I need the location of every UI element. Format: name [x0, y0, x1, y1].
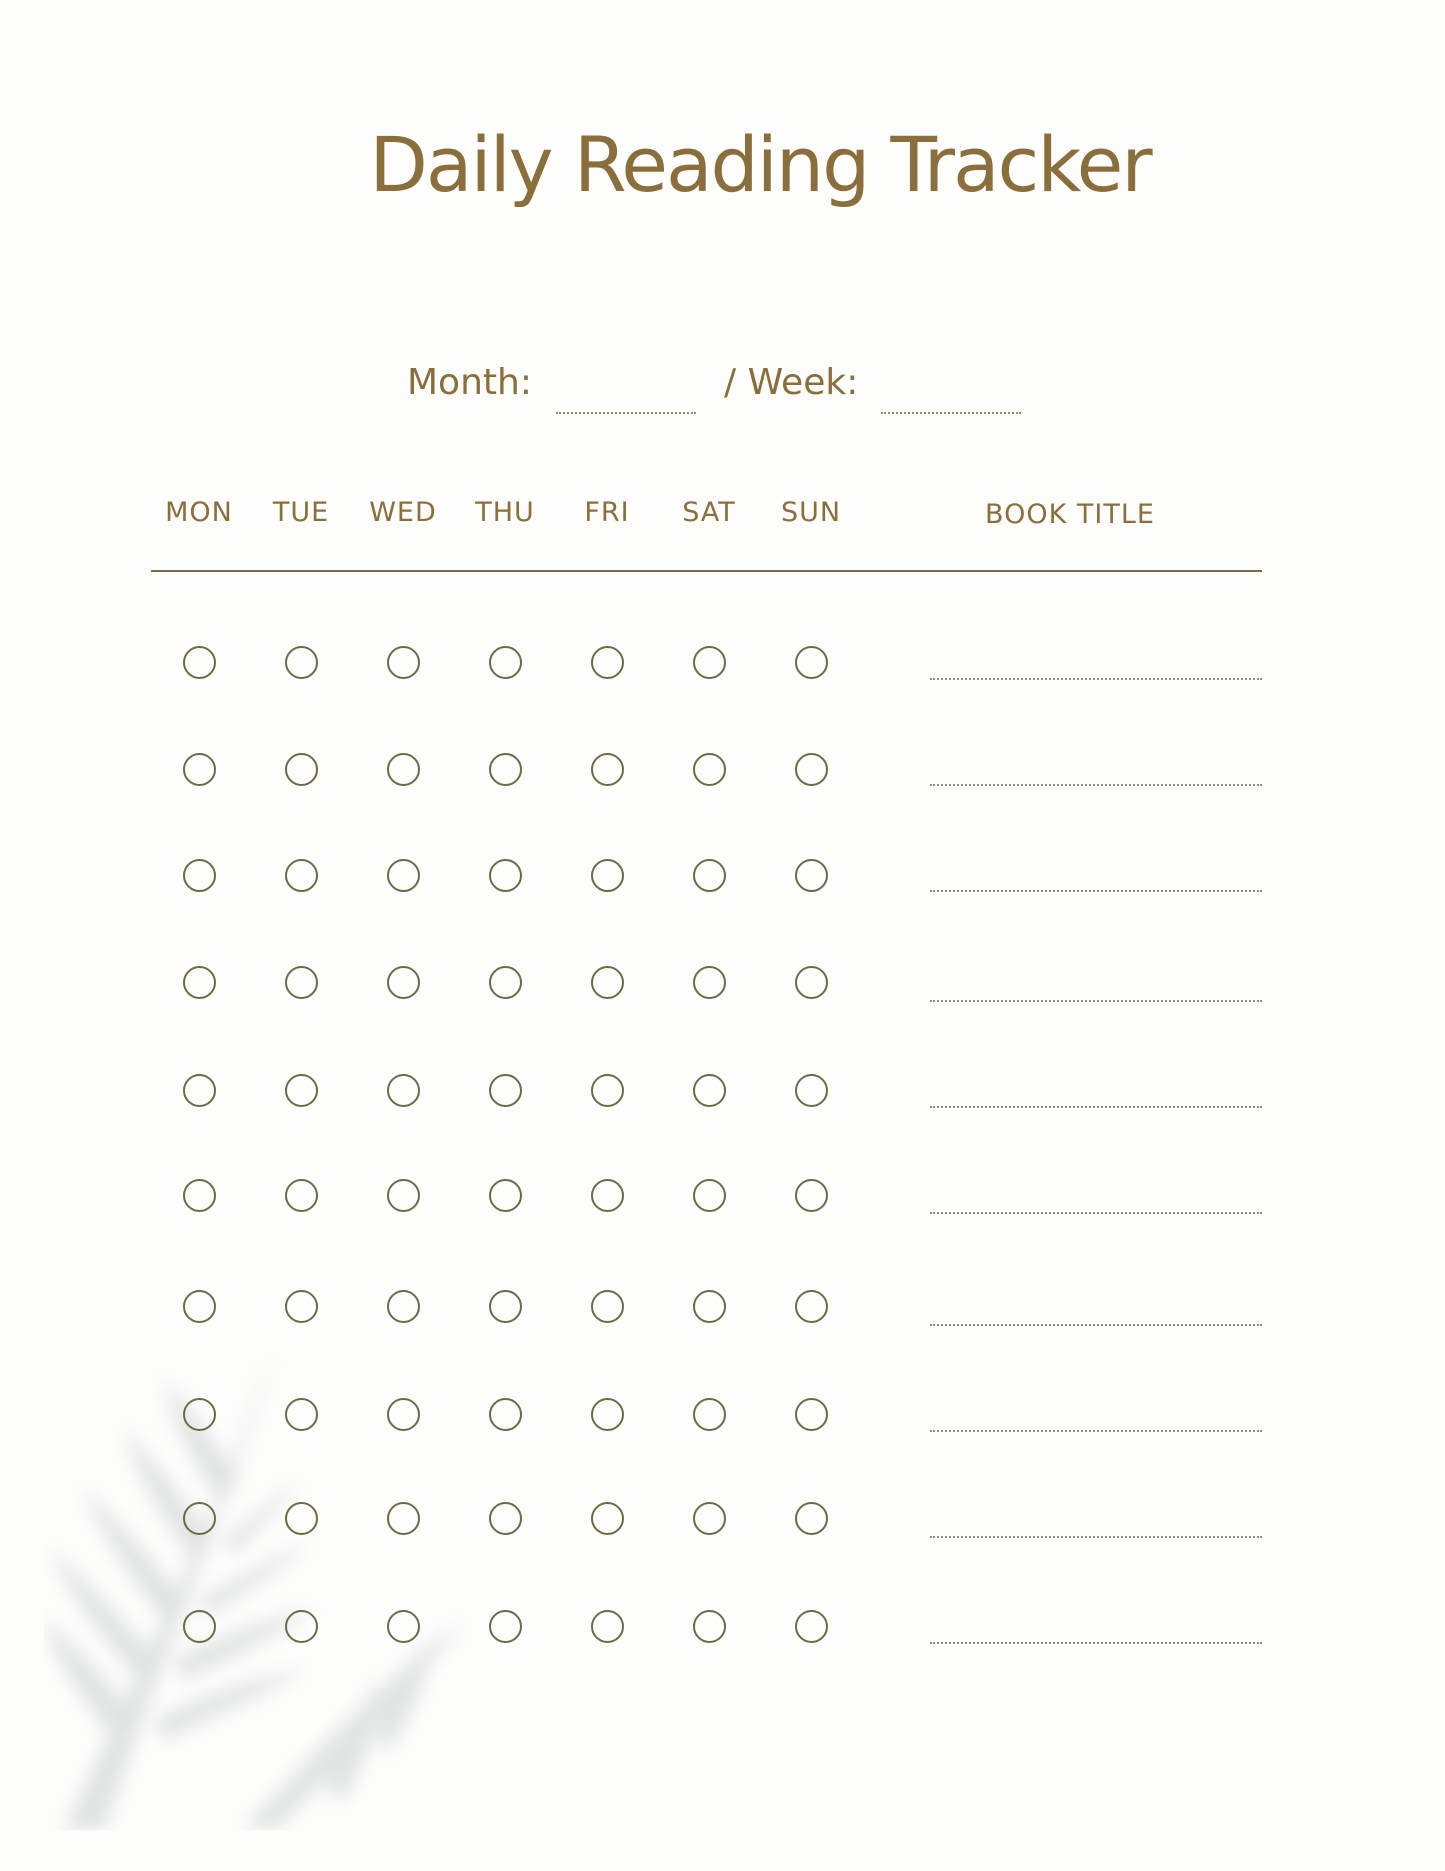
day-header-sat: SAT: [682, 497, 736, 528]
day-checkbox-mon[interactable]: [183, 859, 216, 892]
day-checkbox-sun[interactable]: [795, 1290, 828, 1323]
book-title-field[interactable]: [930, 1000, 1262, 1002]
day-header-fri: FRI: [584, 497, 630, 528]
day-checkbox-tue[interactable]: [285, 859, 318, 892]
book-title-field[interactable]: [930, 784, 1262, 786]
day-checkbox-sun[interactable]: [795, 1610, 828, 1643]
day-checkbox-fri[interactable]: [591, 1074, 624, 1107]
day-checkbox-wed[interactable]: [387, 646, 420, 679]
month-field[interactable]: [556, 412, 696, 414]
day-checkbox-wed[interactable]: [387, 859, 420, 892]
day-checkbox-sat[interactable]: [693, 753, 726, 786]
day-checkbox-fri[interactable]: [591, 1502, 624, 1535]
day-checkbox-sun[interactable]: [795, 1502, 828, 1535]
day-checkbox-fri[interactable]: [591, 646, 624, 679]
day-checkbox-thu[interactable]: [489, 966, 522, 999]
book-title-header: BOOK TITLE: [985, 499, 1155, 530]
day-checkbox-thu[interactable]: [489, 1290, 522, 1323]
day-checkbox-tue[interactable]: [285, 1502, 318, 1535]
day-checkbox-fri[interactable]: [591, 1398, 624, 1431]
day-checkbox-thu[interactable]: [489, 1610, 522, 1643]
book-title-field[interactable]: [930, 890, 1262, 892]
day-checkbox-sat[interactable]: [693, 646, 726, 679]
day-header-wed: WED: [369, 497, 437, 528]
day-checkbox-wed[interactable]: [387, 1290, 420, 1323]
day-checkbox-tue[interactable]: [285, 1179, 318, 1212]
day-checkbox-wed[interactable]: [387, 1074, 420, 1107]
book-title-field[interactable]: [930, 1212, 1262, 1214]
day-checkbox-wed[interactable]: [387, 1610, 420, 1643]
palm-leaf-shadow-decoration: [44, 1320, 504, 1830]
header-divider: [151, 570, 1262, 572]
day-checkbox-tue[interactable]: [285, 1074, 318, 1107]
day-checkbox-wed[interactable]: [387, 753, 420, 786]
day-checkbox-wed[interactable]: [387, 1502, 420, 1535]
day-checkbox-sun[interactable]: [795, 1179, 828, 1212]
day-checkbox-mon[interactable]: [183, 1398, 216, 1431]
day-checkbox-fri[interactable]: [591, 1290, 624, 1323]
day-checkbox-fri[interactable]: [591, 859, 624, 892]
week-field[interactable]: [881, 412, 1021, 414]
day-checkbox-sat[interactable]: [693, 966, 726, 999]
book-title-field[interactable]: [930, 1106, 1262, 1108]
day-checkbox-tue[interactable]: [285, 753, 318, 786]
day-header-thu: THU: [475, 497, 535, 528]
day-checkbox-sat[interactable]: [693, 1074, 726, 1107]
day-checkbox-mon[interactable]: [183, 1179, 216, 1212]
month-label: Month:: [407, 362, 532, 403]
day-checkbox-thu[interactable]: [489, 1398, 522, 1431]
book-title-field[interactable]: [930, 1642, 1262, 1644]
book-title-field[interactable]: [930, 1430, 1262, 1432]
day-checkbox-tue[interactable]: [285, 1610, 318, 1643]
day-checkbox-mon[interactable]: [183, 1074, 216, 1107]
day-checkbox-sun[interactable]: [795, 646, 828, 679]
day-checkbox-tue[interactable]: [285, 646, 318, 679]
week-label: / Week:: [724, 362, 859, 403]
day-checkbox-fri[interactable]: [591, 753, 624, 786]
day-header-mon: MON: [165, 497, 233, 528]
book-title-field[interactable]: [930, 1324, 1262, 1326]
day-checkbox-sat[interactable]: [693, 1290, 726, 1323]
day-header-sun: SUN: [780, 497, 842, 528]
day-checkbox-fri[interactable]: [591, 1610, 624, 1643]
day-checkbox-sun[interactable]: [795, 753, 828, 786]
day-checkbox-sun[interactable]: [795, 1074, 828, 1107]
day-checkbox-thu[interactable]: [489, 859, 522, 892]
day-checkbox-mon[interactable]: [183, 753, 216, 786]
day-checkbox-sat[interactable]: [693, 1610, 726, 1643]
page-title: Daily Reading Tracker: [369, 120, 1151, 209]
day-checkbox-mon[interactable]: [183, 1290, 216, 1323]
day-checkbox-sun[interactable]: [795, 859, 828, 892]
day-checkbox-wed[interactable]: [387, 1179, 420, 1212]
day-checkbox-tue[interactable]: [285, 966, 318, 999]
day-checkbox-fri[interactable]: [591, 966, 624, 999]
day-checkbox-thu[interactable]: [489, 646, 522, 679]
day-checkbox-thu[interactable]: [489, 1074, 522, 1107]
day-checkbox-wed[interactable]: [387, 1398, 420, 1431]
day-checkbox-sun[interactable]: [795, 966, 828, 999]
day-checkbox-sat[interactable]: [693, 1398, 726, 1431]
day-checkbox-sat[interactable]: [693, 859, 726, 892]
day-checkbox-wed[interactable]: [387, 966, 420, 999]
day-checkbox-tue[interactable]: [285, 1398, 318, 1431]
day-checkbox-mon[interactable]: [183, 1502, 216, 1535]
day-checkbox-tue[interactable]: [285, 1290, 318, 1323]
day-checkbox-sun[interactable]: [795, 1398, 828, 1431]
day-checkbox-mon[interactable]: [183, 1610, 216, 1643]
day-header-tue: TUE: [272, 497, 330, 528]
day-checkbox-sat[interactable]: [693, 1179, 726, 1212]
day-checkbox-sat[interactable]: [693, 1502, 726, 1535]
day-checkbox-mon[interactable]: [183, 646, 216, 679]
book-title-field[interactable]: [930, 678, 1262, 680]
day-checkbox-thu[interactable]: [489, 753, 522, 786]
book-title-field[interactable]: [930, 1536, 1262, 1538]
day-checkbox-thu[interactable]: [489, 1502, 522, 1535]
day-checkbox-fri[interactable]: [591, 1179, 624, 1212]
day-checkbox-thu[interactable]: [489, 1179, 522, 1212]
day-checkbox-mon[interactable]: [183, 966, 216, 999]
